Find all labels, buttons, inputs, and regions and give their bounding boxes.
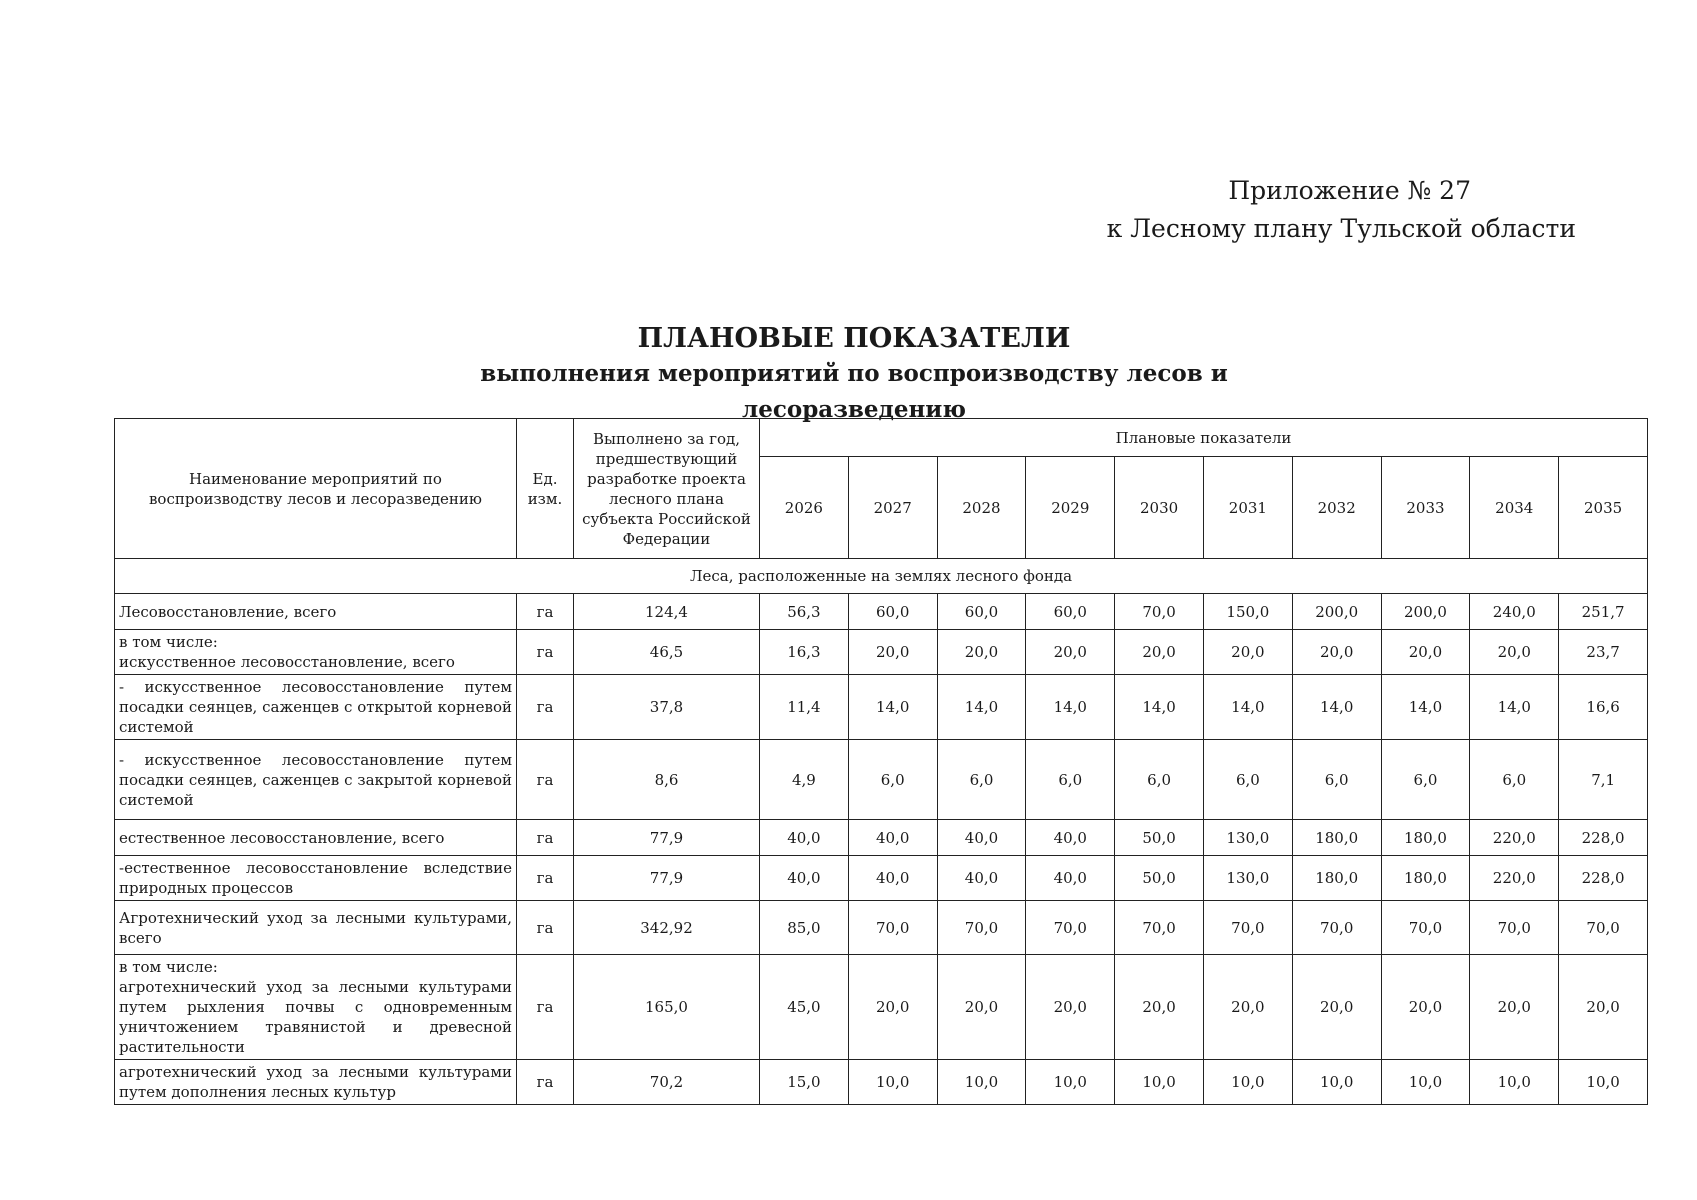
row-year-value: 130,0 <box>1203 820 1292 856</box>
row-unit: га <box>517 1060 574 1105</box>
row-year-value: 180,0 <box>1292 856 1381 901</box>
row-year-value: 20,0 <box>848 630 937 675</box>
row-year-value: 20,0 <box>1203 630 1292 675</box>
row-name <box>115 630 517 675</box>
row-year-value: 70,0 <box>1292 901 1381 955</box>
header-year: 2028 <box>937 457 1026 559</box>
table-row <box>115 675 1648 740</box>
row-name-line: Лесовосстановление, всего <box>119 602 337 621</box>
row-name <box>115 594 517 630</box>
row-year-value: 10,0 <box>1381 1060 1470 1105</box>
table-row <box>115 630 1648 675</box>
header-year: 2026 <box>760 457 849 559</box>
row-year-value: 40,0 <box>848 820 937 856</box>
row-done-value: 37,8 <box>574 675 760 740</box>
row-year-value: 6,0 <box>848 740 937 820</box>
row-year-value: 20,0 <box>937 630 1026 675</box>
row-year-value: 20,0 <box>1026 955 1115 1060</box>
table-row <box>115 594 1648 630</box>
row-year-value: 10,0 <box>1026 1060 1115 1105</box>
table-row <box>115 740 1648 820</box>
header-year: 2034 <box>1470 457 1559 559</box>
row-year-value: 70,0 <box>848 901 937 955</box>
row-name-line: - искусственное лесовосстановление путем посадки сеянцев, саженцев с открытой корневой системой <box>119 678 512 736</box>
row-name-line: в том числе: <box>119 958 218 976</box>
row-unit: га <box>517 856 574 901</box>
row-unit: га <box>517 594 574 630</box>
row-year-value: 14,0 <box>848 675 937 740</box>
row-done-value: 124,4 <box>574 594 760 630</box>
row-year-value: 180,0 <box>1292 820 1381 856</box>
row-name <box>115 820 517 856</box>
row-year-value: 6,0 <box>1381 740 1470 820</box>
document-title <box>395 322 1313 428</box>
row-year-value: 40,0 <box>1026 820 1115 856</box>
row-year-value: 14,0 <box>1203 675 1292 740</box>
row-year-value: 220,0 <box>1470 820 1559 856</box>
row-name-line: в том числе: <box>119 633 218 651</box>
row-year-value: 14,0 <box>1381 675 1470 740</box>
title-main: ПЛАНОВЫЕ ПОКАЗАТЕЛИ <box>637 323 1071 354</box>
row-year-value: 85,0 <box>760 901 849 955</box>
row-year-value: 4,9 <box>760 740 849 820</box>
row-year-value: 20,0 <box>848 955 937 1060</box>
row-year-value: 70,0 <box>1470 901 1559 955</box>
header-year: 2033 <box>1381 457 1470 559</box>
row-year-value: 130,0 <box>1203 856 1292 901</box>
row-unit: га <box>517 675 574 740</box>
table-row <box>115 901 1648 955</box>
row-name-line: агротехнический уход за лесными культурами путем рыхления почвы с одновременным уничтожением травянистой и древесной растительности <box>119 978 512 1056</box>
row-year-value: 10,0 <box>1115 1060 1204 1105</box>
header-planned: Плановые показатели <box>760 419 1648 457</box>
row-unit: га <box>517 740 574 820</box>
row-year-value: 70,0 <box>1559 901 1648 955</box>
row-year-value: 6,0 <box>1026 740 1115 820</box>
row-year-value: 70,0 <box>1115 901 1204 955</box>
table-row <box>115 955 1648 1060</box>
row-year-value: 70,0 <box>1026 901 1115 955</box>
row-year-value: 70,0 <box>1115 594 1204 630</box>
row-year-value: 14,0 <box>1470 675 1559 740</box>
row-name-line: агротехнический уход за лесными культурами путем дополнения лесных культур <box>119 1063 512 1101</box>
row-year-value: 20,0 <box>937 955 1026 1060</box>
row-done-value: 77,9 <box>574 820 760 856</box>
row-year-value: 40,0 <box>848 856 937 901</box>
row-year-value: 20,0 <box>1115 955 1204 1060</box>
header-year: 2029 <box>1026 457 1115 559</box>
row-name <box>115 675 517 740</box>
row-year-value: 228,0 <box>1559 856 1648 901</box>
row-year-value: 50,0 <box>1115 820 1204 856</box>
plan-table <box>114 418 1648 1105</box>
row-year-value: 14,0 <box>1292 675 1381 740</box>
table-row <box>115 820 1648 856</box>
row-year-value: 50,0 <box>1115 856 1204 901</box>
row-year-value: 20,0 <box>1470 955 1559 1060</box>
row-name-line: -естественное лесовосстановление вследствие природных процессов <box>119 859 512 897</box>
row-year-value: 14,0 <box>1115 675 1204 740</box>
row-year-value: 240,0 <box>1470 594 1559 630</box>
row-year-value: 70,0 <box>1203 901 1292 955</box>
row-year-value: 6,0 <box>1203 740 1292 820</box>
row-year-value: 20,0 <box>1559 955 1648 1060</box>
row-year-value: 20,0 <box>1292 630 1381 675</box>
header-year: 2031 <box>1203 457 1292 559</box>
row-year-value: 56,3 <box>760 594 849 630</box>
row-year-value: 251,7 <box>1559 594 1648 630</box>
row-year-value: 40,0 <box>937 820 1026 856</box>
header-year: 2027 <box>848 457 937 559</box>
row-year-value: 7,1 <box>1559 740 1648 820</box>
row-year-value: 20,0 <box>1026 630 1115 675</box>
appendix-note <box>1107 172 1576 248</box>
row-year-value: 10,0 <box>1203 1060 1292 1105</box>
row-year-value: 40,0 <box>1026 856 1115 901</box>
row-year-value: 10,0 <box>1559 1060 1648 1105</box>
row-year-value: 10,0 <box>937 1060 1026 1105</box>
row-name <box>115 955 517 1060</box>
table-row <box>115 1060 1648 1105</box>
row-name-line: искусственное лесовосстановление, всего <box>119 653 455 671</box>
header-year: 2032 <box>1292 457 1381 559</box>
header-year: 2035 <box>1559 457 1648 559</box>
row-done-value: 46,5 <box>574 630 760 675</box>
row-year-value: 150,0 <box>1203 594 1292 630</box>
row-year-value: 6,0 <box>1115 740 1204 820</box>
row-name <box>115 740 517 820</box>
row-year-value: 15,0 <box>760 1060 849 1105</box>
row-done-value: 8,6 <box>574 740 760 820</box>
row-name <box>115 856 517 901</box>
row-year-value: 14,0 <box>1026 675 1115 740</box>
row-unit: га <box>517 630 574 675</box>
header-unit: Ед. изм. <box>517 419 574 559</box>
row-year-value: 40,0 <box>760 820 849 856</box>
row-unit: га <box>517 820 574 856</box>
row-year-value: 10,0 <box>1292 1060 1381 1105</box>
row-year-value: 200,0 <box>1292 594 1381 630</box>
row-year-value: 70,0 <box>937 901 1026 955</box>
row-name <box>115 1060 517 1105</box>
appendix-number: Приложение № 27 <box>1228 176 1471 205</box>
row-year-value: 60,0 <box>1026 594 1115 630</box>
title-subtitle: выполнения мероприятий по воспроизводству лесов и лесоразведению <box>480 360 1228 423</box>
row-year-value: 20,0 <box>1115 630 1204 675</box>
row-year-value: 16,3 <box>760 630 849 675</box>
row-year-value: 60,0 <box>937 594 1026 630</box>
row-year-value: 70,0 <box>1381 901 1470 955</box>
row-year-value: 40,0 <box>937 856 1026 901</box>
row-done-value: 77,9 <box>574 856 760 901</box>
row-year-value: 200,0 <box>1381 594 1470 630</box>
row-year-value: 6,0 <box>1292 740 1381 820</box>
row-year-value: 60,0 <box>848 594 937 630</box>
row-year-value: 20,0 <box>1381 955 1470 1060</box>
row-done-value: 342,92 <box>574 901 760 955</box>
row-year-value: 20,0 <box>1381 630 1470 675</box>
row-year-value: 20,0 <box>1470 630 1559 675</box>
row-name-line: естественное лесовосстановление, всего <box>119 828 445 847</box>
row-year-value: 220,0 <box>1470 856 1559 901</box>
row-year-value: 16,6 <box>1559 675 1648 740</box>
header-year: 2030 <box>1115 457 1204 559</box>
row-year-value: 180,0 <box>1381 856 1470 901</box>
row-year-value: 20,0 <box>1292 955 1381 1060</box>
header-done: Выполнено за год, предшествующий разработке проекта лесного плана субъекта Российской Федерации <box>574 419 760 559</box>
table-row <box>115 856 1648 901</box>
row-done-value: 165,0 <box>574 955 760 1060</box>
row-year-value: 10,0 <box>848 1060 937 1105</box>
row-year-value: 6,0 <box>937 740 1026 820</box>
row-done-value: 70,2 <box>574 1060 760 1105</box>
row-year-value: 23,7 <box>1559 630 1648 675</box>
row-year-value: 45,0 <box>760 955 849 1060</box>
section-title: Леса, расположенные на землях лесного фонда <box>115 559 1648 594</box>
row-unit: га <box>517 901 574 955</box>
row-name-line: Агротехнический уход за лесными культурами, всего <box>119 908 512 947</box>
row-year-value: 14,0 <box>937 675 1026 740</box>
row-name-line: - искусственное лесовосстановление путем посадки сеянцев, саженцев с закрытой корневой системой <box>119 750 512 809</box>
row-year-value: 11,4 <box>760 675 849 740</box>
row-year-value: 228,0 <box>1559 820 1648 856</box>
row-year-value: 180,0 <box>1381 820 1470 856</box>
row-year-value: 20,0 <box>1203 955 1292 1060</box>
row-year-value: 6,0 <box>1470 740 1559 820</box>
header-name: Наименование мероприятий по воспроизводству лесов и лесоразведению <box>115 419 517 559</box>
row-year-value: 10,0 <box>1470 1060 1559 1105</box>
row-unit: га <box>517 955 574 1060</box>
row-year-value: 40,0 <box>760 856 849 901</box>
appendix-reference: к Лесному плану Тульской области <box>1106 214 1576 243</box>
row-name <box>115 901 517 955</box>
